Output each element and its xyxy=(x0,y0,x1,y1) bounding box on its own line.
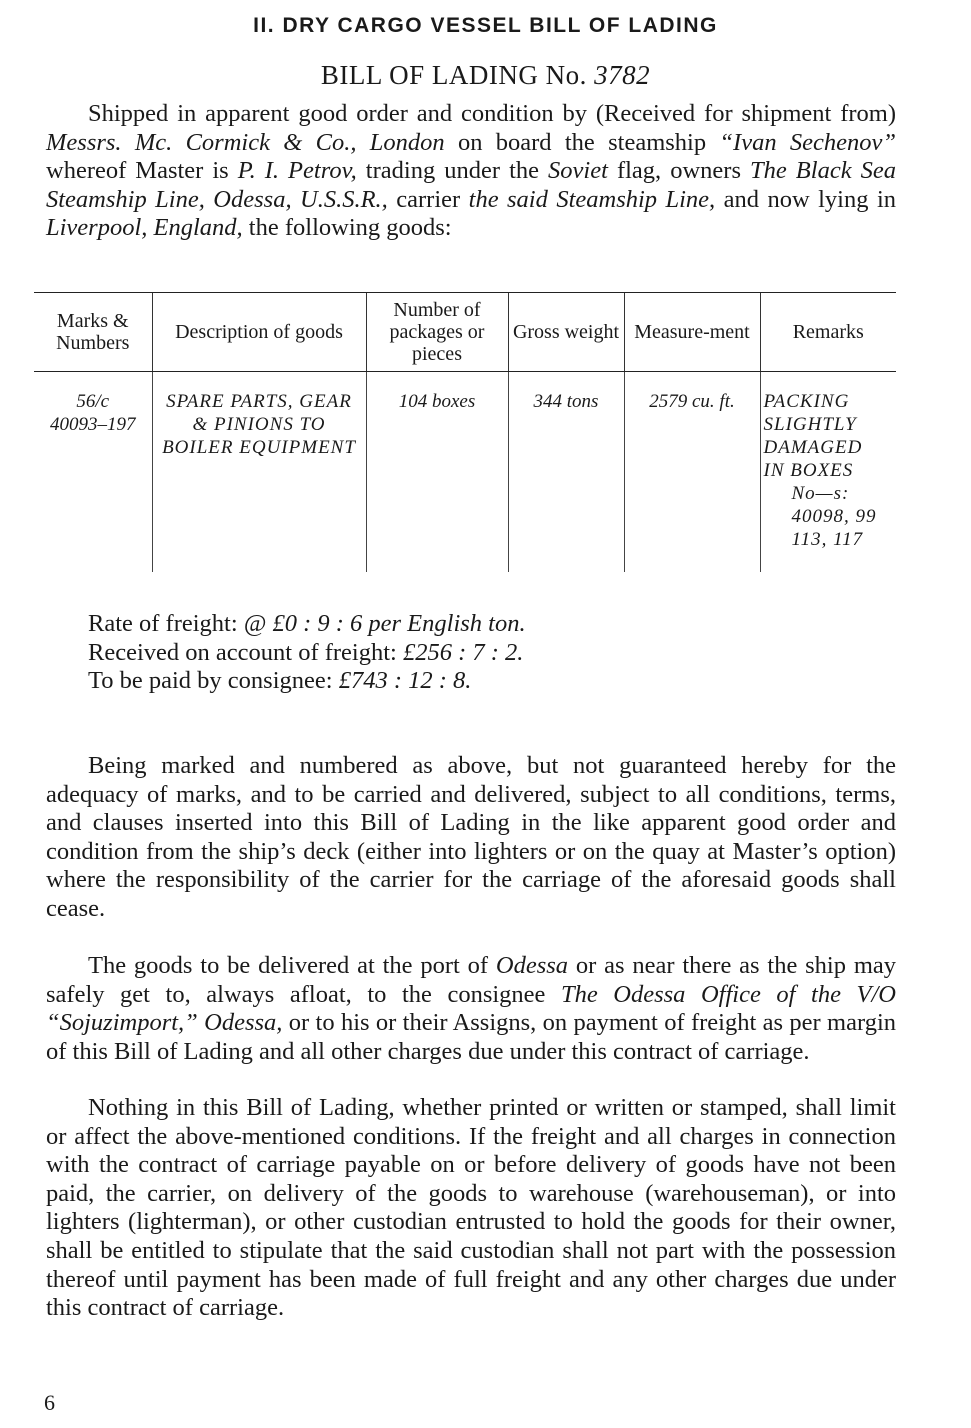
cell-measurement: 2579 cu. ft. xyxy=(624,372,760,573)
shipped-text-3: whereof Master is xyxy=(46,157,238,185)
bill-of-lading-title xyxy=(0,60,971,91)
cell-description: SPARE PARTS, GEAR & PINIONS TO BOILER EQUIPMENT xyxy=(152,372,366,573)
bill-number: 3782 xyxy=(594,60,651,90)
shipped-text-6: carrier xyxy=(387,185,469,213)
remarks-line-5: No—s: xyxy=(791,483,850,504)
header-marks: Marks & Numbers xyxy=(34,293,152,372)
carrier-name: the said Steamship Line, xyxy=(468,185,716,213)
remarks-line-7: 113, 117 xyxy=(791,529,864,550)
master-name: P. I. Petrov, xyxy=(237,157,357,185)
conditions-text: Being marked and numbered as above, but not guaranteed hereby for the adequacy of marks, and to be carried and delivered, subject to all conditions, terms, and clauses inserted into this Bill of Lading in the like apparent good order and condition from the ship’s deck (either into lighters or on the quay at Master’s option) where the responsibility of the carrier for the carriage of the aforesaid goods shall cease. xyxy=(46,752,896,922)
header-packages: Number of packages or pieces xyxy=(366,293,508,372)
header-gross-weight: Gross weight xyxy=(508,293,624,372)
shipped-text-8: the following goods: xyxy=(242,214,452,242)
shipper-name: Messrs. Mc. Cormick & Co., London xyxy=(46,128,445,156)
delivery-text-2: or as near there as the ship may safely get to, always afloat, to the consignee xyxy=(46,952,897,1008)
flag-name: Soviet xyxy=(548,157,608,185)
lien-text: Nothing in this Bill of Lading, whether printed or written or stamped, shall limit or affect the above-mentioned conditions. If the freight and all charges in connection with the contract of carriage payable on or before delivery of goods have not been paid, the carrier, on delivery of the goods to warehouse (warehouseman), or into lighters (lighterman), or other custodian entrusted to hold the goods for their owner, shall be entitled to stipulate that the said custodian shall not part with the possession thereof until payment has been made of full freight and any other charges due under this contract of carriage. xyxy=(46,1094,896,1322)
freight-received-label: Received on account of freight: xyxy=(88,638,403,666)
goods-table xyxy=(34,292,896,572)
owners-name: The Black Sea Steamship Line, Odessa, U.S.S.R., xyxy=(46,157,896,213)
shipped-text-1: Shipped in apparent good order and condition by (Received for shipment from) xyxy=(88,100,896,127)
marks-line-1: 56/c xyxy=(76,391,110,412)
freight-received-value: £256 : 7 : 2. xyxy=(402,638,524,666)
cell-gross-weight: 344 tons xyxy=(508,372,624,573)
delivery-port: Odessa xyxy=(495,952,569,979)
conditions-paragraph xyxy=(46,752,896,924)
remarks-line-1: PACKING xyxy=(763,391,850,412)
freight-received-line xyxy=(88,639,888,668)
shipped-text-5: flag, owners xyxy=(607,157,751,185)
vessel-name: “Ivan Sechenov” xyxy=(719,128,896,156)
header-remarks: Remarks xyxy=(760,293,896,372)
bill-title-prefix: BILL OF LADING No. xyxy=(320,60,587,90)
freight-consignee-label: To be paid by consignee: xyxy=(88,667,339,694)
freight-consignee-value: £743 : 12 : 8. xyxy=(338,667,472,694)
remarks-line-3: DAMAGED xyxy=(763,437,863,458)
shipment-paragraph xyxy=(46,100,896,243)
delivery-text-3: or to his or their Assigns, on payment of freight as per margin of this Bill of Lading and all other charges due under this contract of carriage. xyxy=(46,1009,896,1065)
delivery-text-1: The goods to be delivered at the port of xyxy=(88,952,496,979)
freight-rate-line xyxy=(88,610,888,639)
lien-paragraph xyxy=(46,1094,896,1323)
freight-rate-label: Rate of freight: xyxy=(88,610,244,637)
delivery-paragraph xyxy=(46,952,896,1066)
header-description: Description of goods xyxy=(152,293,366,372)
remarks-line-6: 40098, 99 xyxy=(791,506,877,527)
shipped-text-2: on board the steamship xyxy=(444,128,720,156)
remarks-line-4: IN BOXES xyxy=(763,460,854,481)
goods-table-header xyxy=(34,293,896,372)
freight-rate-value: @ £0 : 9 : 6 per English ton. xyxy=(243,610,526,637)
port-name: Liverpool, England, xyxy=(46,214,243,242)
header-measurement: Measure-ment xyxy=(624,293,760,372)
freight-block xyxy=(88,610,888,696)
cell-packages: 104 boxes xyxy=(366,372,508,573)
marks-line-2: 40093–197 xyxy=(50,414,136,435)
remarks-line-2: SLIGHTLY xyxy=(763,414,857,435)
document-heading: II. DRY CARGO VESSEL BILL OF LADING xyxy=(253,14,718,37)
shipped-text-4: trading under the xyxy=(356,157,549,185)
cell-marks xyxy=(34,372,152,573)
freight-consignee-line xyxy=(88,667,888,696)
page-number: 6 xyxy=(44,1390,55,1415)
shipped-text-7: and now lying in xyxy=(715,185,896,213)
cell-remarks xyxy=(760,372,896,573)
consignee-name: The Odessa Office of the V/O “Sojuzimport,” Odessa, xyxy=(46,980,896,1037)
table-row xyxy=(34,372,896,573)
